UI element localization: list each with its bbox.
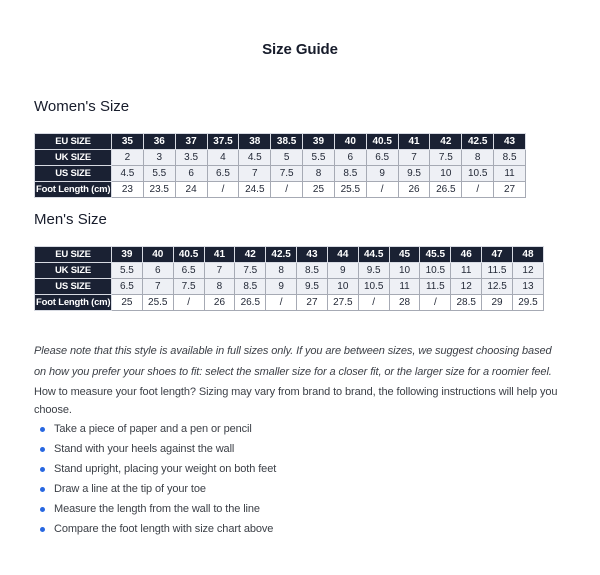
size-cell: 6.5 (173, 263, 204, 279)
mens-size-table (34, 246, 544, 311)
row-label: US SIZE (35, 279, 112, 295)
size-cell: 27.5 (327, 295, 358, 311)
instruction-text: Compare the foot length with size chart above (54, 523, 274, 535)
bullet-icon (40, 467, 45, 472)
row-label: Foot Length (cm) (35, 295, 112, 311)
size-cell: 12.5 (482, 279, 513, 295)
size-cell: 5.5 (143, 166, 175, 182)
instruction-item (40, 439, 566, 459)
size-cell: 26 (398, 182, 430, 198)
size-cell: 3 (143, 150, 175, 166)
size-cell: 7.5 (173, 279, 204, 295)
full-sizes-note: Please note that this style is available in full sizes only. If you are between sizes, we suggest choosing based on how you prefer your shoes to fit: select the smaller size for a closer fit, or the larger size for a roomier feel. (34, 345, 552, 378)
size-cell: 46 (451, 247, 482, 263)
size-cell: 8.5 (297, 263, 328, 279)
size-cell: 40 (142, 247, 173, 263)
size-cell: 38 (239, 134, 271, 150)
size-cell: / (207, 182, 239, 198)
size-cell: 6 (334, 150, 366, 166)
bullet-icon (40, 527, 45, 532)
size-cell: 43 (297, 247, 328, 263)
size-cell: 8 (462, 150, 494, 166)
size-cell: 40 (334, 134, 366, 150)
size-cell: 10 (327, 279, 358, 295)
size-cell: 39 (303, 134, 335, 150)
size-cell: 7 (204, 263, 235, 279)
size-cell: 8.5 (334, 166, 366, 182)
mens-size-heading: Men's Size (34, 211, 107, 228)
size-cell: 25 (303, 182, 335, 198)
size-cell: 23 (112, 182, 144, 198)
size-cell: / (271, 182, 303, 198)
instruction-text: Stand upright, placing your weight on both feet (54, 463, 277, 475)
size-cell: 8 (266, 263, 297, 279)
size-cell: 29.5 (512, 295, 543, 311)
table-row (35, 150, 526, 166)
size-cell: / (173, 295, 204, 311)
instruction-text: Take a piece of paper and a pen or pencil (54, 423, 252, 435)
size-cell: 10 (389, 263, 420, 279)
size-cell: 10 (430, 166, 462, 182)
table-row (35, 166, 526, 182)
womens-size-heading: Women's Size (34, 98, 130, 115)
size-cell: 42 (235, 247, 266, 263)
row-label: Foot Length (cm) (35, 182, 112, 198)
table-row (35, 134, 526, 150)
size-cell: 11.5 (482, 263, 513, 279)
size-cell: 28 (389, 295, 420, 311)
size-cell: 26.5 (430, 182, 462, 198)
size-cell: 9 (366, 166, 398, 182)
size-cell: 9.5 (358, 263, 389, 279)
size-guide-page (0, 42, 600, 539)
table-row (35, 279, 544, 295)
instruction-item (40, 479, 566, 499)
size-cell: 25.5 (142, 295, 173, 311)
size-cell: 7.5 (235, 263, 266, 279)
size-cell: 40.5 (173, 247, 204, 263)
size-cell: 26 (204, 295, 235, 311)
size-cell: 37 (175, 134, 207, 150)
size-cell: 41 (398, 134, 430, 150)
size-cell: 10.5 (462, 166, 494, 182)
size-cell: 13 (512, 279, 543, 295)
size-cell: 37.5 (207, 134, 239, 150)
instruction-item (40, 419, 566, 439)
size-cell: 7 (142, 279, 173, 295)
size-cell: 5 (271, 150, 303, 166)
size-cell: 4.5 (112, 166, 144, 182)
size-cell: 12 (512, 263, 543, 279)
size-cell: 5.5 (303, 150, 335, 166)
table-row (35, 247, 544, 263)
size-cell: 47 (482, 247, 513, 263)
how-to-measure-text: How to measure your foot length? Sizing may vary from brand to brand, the following instructions will help you choose. (34, 386, 558, 416)
size-cell: 8.5 (494, 150, 526, 166)
measuring-instructions-list (34, 419, 566, 539)
size-cell: 36 (143, 134, 175, 150)
size-cell: 11 (494, 166, 526, 182)
bullet-icon (40, 447, 45, 452)
size-cell: 6.5 (112, 279, 143, 295)
size-cell: 24.5 (239, 182, 271, 198)
size-cell: 4.5 (239, 150, 271, 166)
size-cell: 25.5 (334, 182, 366, 198)
size-cell: 6 (142, 263, 173, 279)
instruction-text: Stand with your heels against the wall (54, 443, 235, 455)
row-label: EU SIZE (35, 247, 112, 263)
size-cell: 39 (112, 247, 143, 263)
size-cell: 41 (204, 247, 235, 263)
size-cell: / (358, 295, 389, 311)
table-row (35, 263, 544, 279)
size-cell: 8 (204, 279, 235, 295)
size-cell: 26.5 (235, 295, 266, 311)
instruction-text: Draw a line at the tip of your toe (54, 483, 206, 495)
size-cell: / (366, 182, 398, 198)
size-cell: 25 (112, 295, 143, 311)
size-cell: 11.5 (420, 279, 451, 295)
instruction-item (40, 459, 566, 479)
size-cell: 3.5 (175, 150, 207, 166)
size-cell: 9.5 (297, 279, 328, 295)
size-cell: 4 (207, 150, 239, 166)
size-cell: 9 (266, 279, 297, 295)
size-cell: 42.5 (266, 247, 297, 263)
bullet-icon (40, 507, 45, 512)
table-row (35, 295, 544, 311)
size-cell: / (420, 295, 451, 311)
size-cell: / (462, 182, 494, 198)
row-label: UK SIZE (35, 263, 112, 279)
size-cell: 5.5 (112, 263, 143, 279)
row-label: US SIZE (35, 166, 112, 182)
size-cell: 11 (389, 279, 420, 295)
size-cell: 7 (398, 150, 430, 166)
bullet-icon (40, 427, 45, 432)
size-cell: 42 (430, 134, 462, 150)
size-cell: / (266, 295, 297, 311)
size-cell: 8 (303, 166, 335, 182)
size-cell: 10.5 (358, 279, 389, 295)
size-cell: 45.5 (420, 247, 451, 263)
size-cell: 28.5 (451, 295, 482, 311)
page-title: Size Guide (262, 41, 338, 58)
size-cell: 40.5 (366, 134, 398, 150)
size-cell: 42.5 (462, 134, 494, 150)
size-cell: 29 (482, 295, 513, 311)
size-cell: 48 (512, 247, 543, 263)
row-label: UK SIZE (35, 150, 112, 166)
size-cell: 11 (451, 263, 482, 279)
size-cell: 7 (239, 166, 271, 182)
size-cell: 10.5 (420, 263, 451, 279)
table-row (35, 182, 526, 198)
size-cell: 8.5 (235, 279, 266, 295)
size-cell: 38.5 (271, 134, 303, 150)
instruction-item (40, 519, 566, 539)
instruction-item (40, 499, 566, 519)
size-cell: 6.5 (366, 150, 398, 166)
size-cell: 27 (297, 295, 328, 311)
size-cell: 44.5 (358, 247, 389, 263)
size-cell: 2 (112, 150, 144, 166)
size-cell: 7.5 (271, 166, 303, 182)
bullet-icon (40, 487, 45, 492)
instruction-text: Measure the length from the wall to the line (54, 503, 260, 515)
size-cell: 6.5 (207, 166, 239, 182)
size-cell: 9.5 (398, 166, 430, 182)
size-cell: 44 (327, 247, 358, 263)
size-cell: 24 (175, 182, 207, 198)
size-cell: 45 (389, 247, 420, 263)
size-cell: 43 (494, 134, 526, 150)
womens-size-table (34, 133, 526, 198)
size-cell: 6 (175, 166, 207, 182)
row-label: EU SIZE (35, 134, 112, 150)
size-cell: 7.5 (430, 150, 462, 166)
size-cell: 27 (494, 182, 526, 198)
size-cell: 35 (112, 134, 144, 150)
size-cell: 12 (451, 279, 482, 295)
size-cell: 9 (327, 263, 358, 279)
size-cell: 23.5 (143, 182, 175, 198)
